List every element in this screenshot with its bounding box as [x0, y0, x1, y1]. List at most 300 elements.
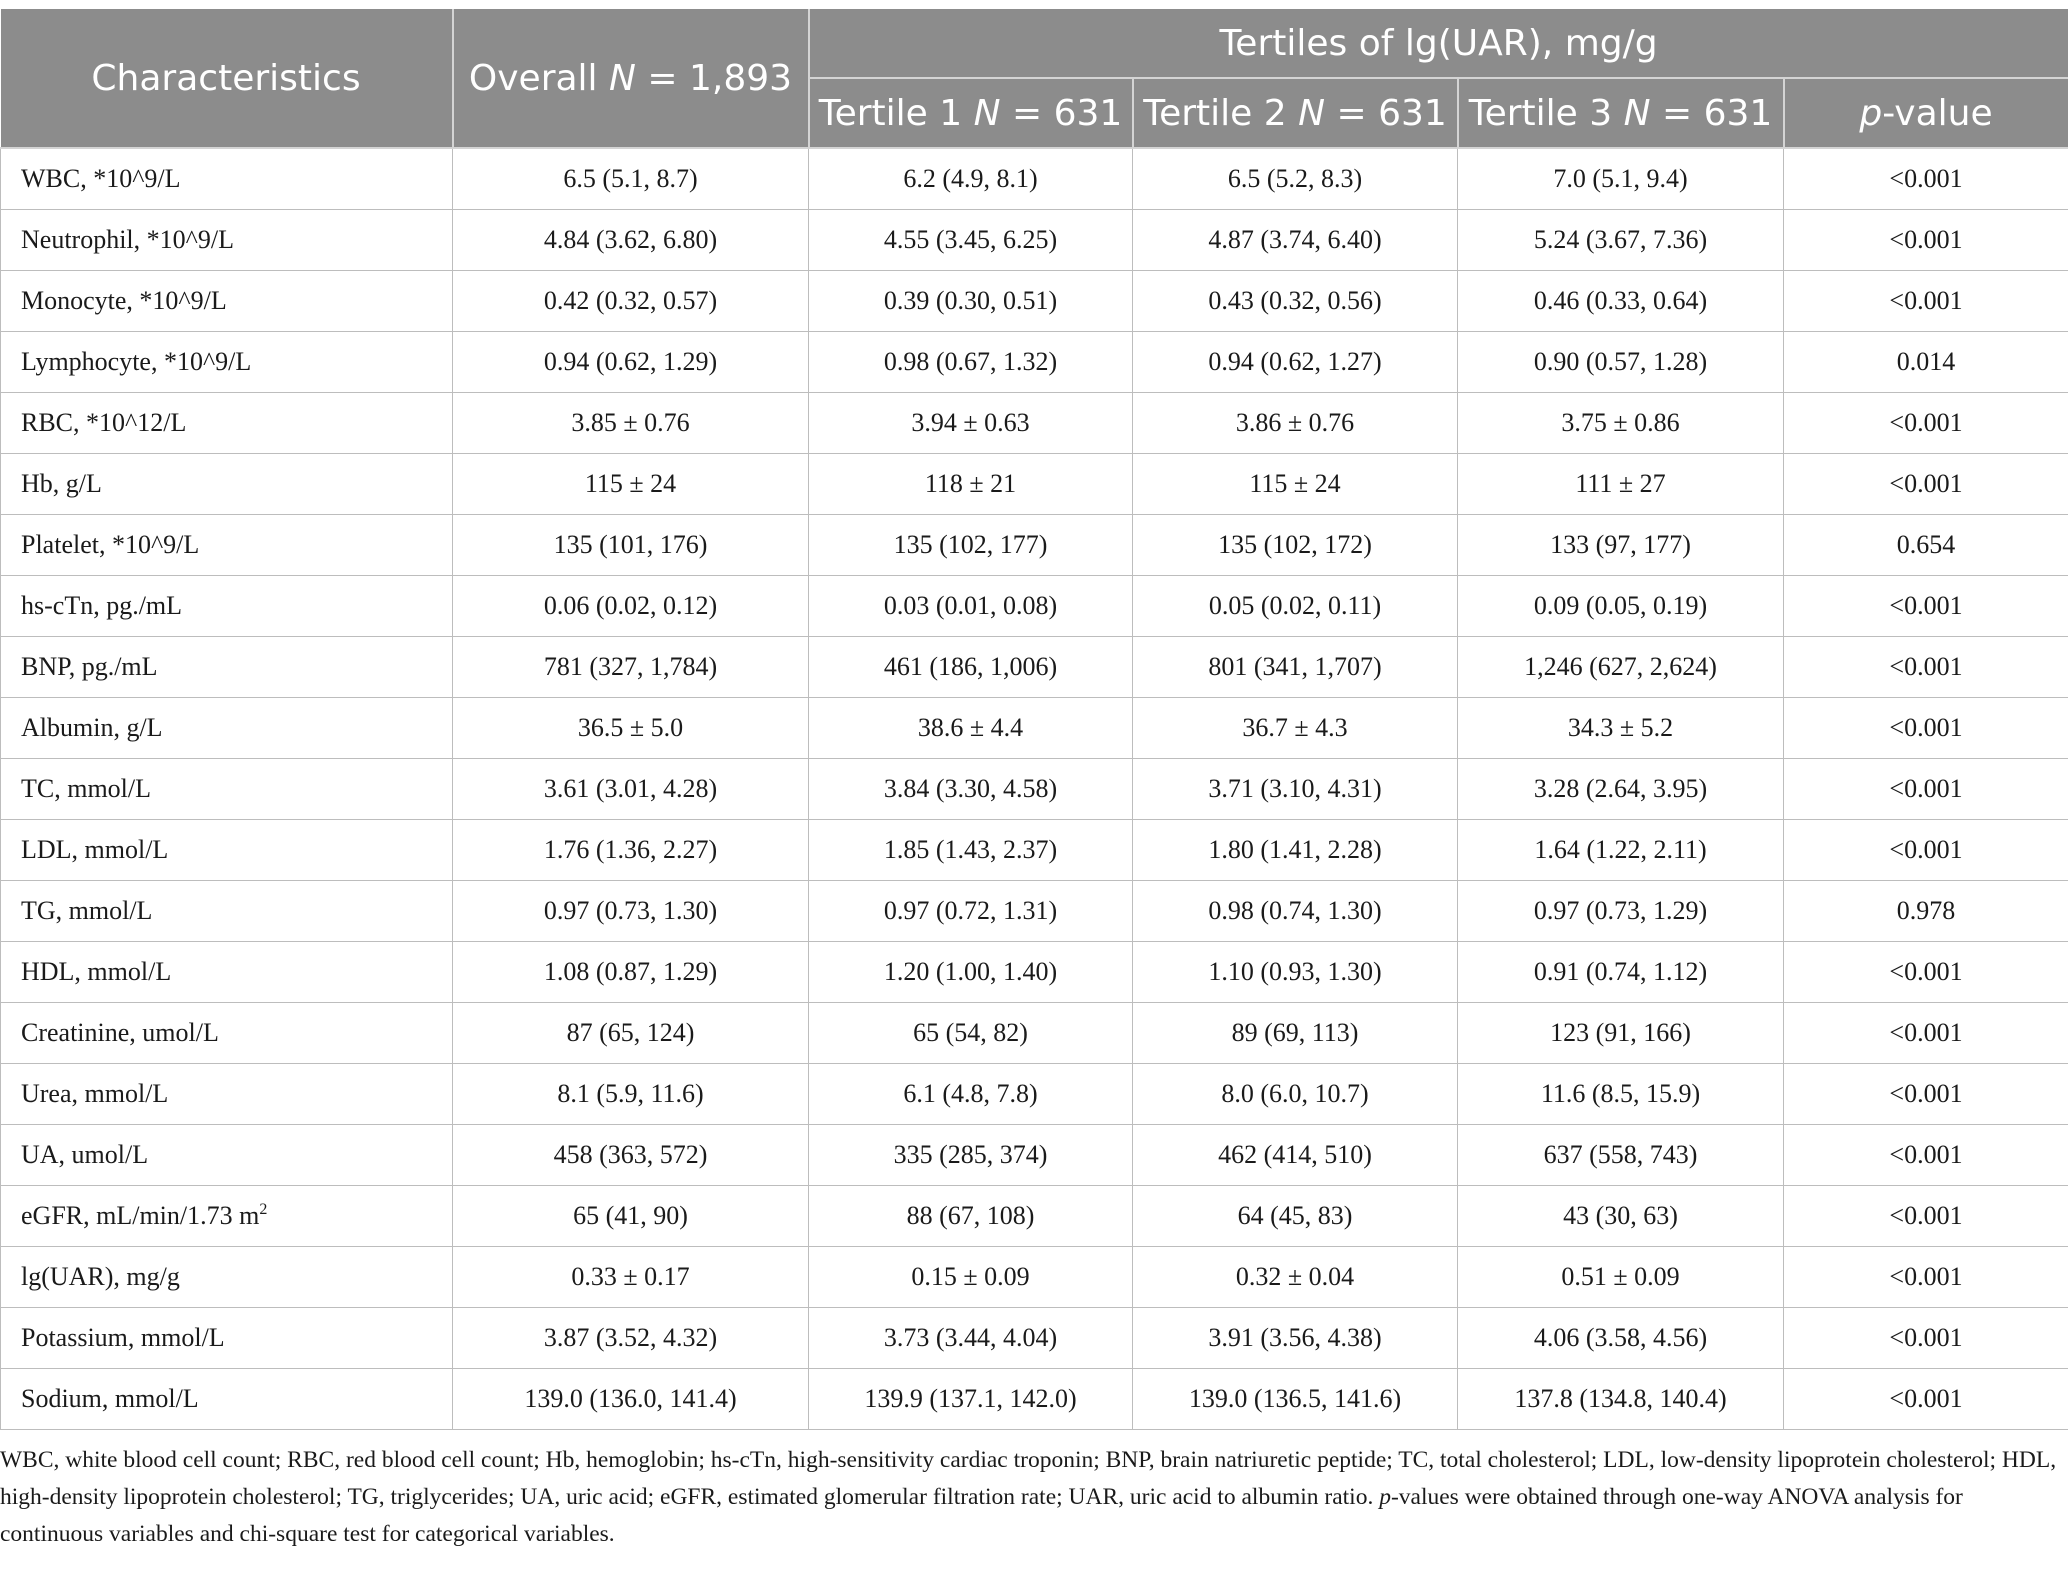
table-row	[1, 454, 2068, 515]
cell-p-value	[1784, 698, 2068, 759]
cell-tertile-3	[1458, 148, 1784, 210]
header-tertiles-group: Tertiles of lg(UAR), mg/g	[809, 9, 2068, 78]
cell-characteristic-text: Platelet, *10^9/L	[21, 530, 200, 559]
cell-tertile-2	[1133, 1186, 1458, 1247]
cell-tertile-3-text: 1.64 (1.22, 2.11)	[1534, 835, 1707, 864]
cell-characteristic-text: Albumin, g/L	[21, 713, 163, 742]
header-p-italic: p	[1859, 92, 1883, 134]
cell-tertile-2-text: 8.0 (6.0, 10.7)	[1221, 1079, 1369, 1108]
cell-tertile-2	[1133, 1369, 1458, 1430]
cell-tertile-1-text: 3.84 (3.30, 4.58)	[883, 774, 1058, 803]
cell-tertile-2-text: 3.71 (3.10, 4.31)	[1208, 774, 1382, 803]
cell-tertile-3	[1458, 332, 1784, 393]
cell-overall	[453, 1064, 809, 1125]
cell-tertile-3	[1458, 1125, 1784, 1186]
cell-tertile-2	[1133, 332, 1458, 393]
cell-tertile-1-text: 139.9 (137.1, 142.0)	[864, 1384, 1077, 1413]
cell-tertile-1	[809, 1186, 1133, 1247]
cell-tertile-1	[809, 1308, 1133, 1369]
cell-characteristic	[1, 881, 453, 942]
cell-tertile-3	[1458, 210, 1784, 271]
cell-tertile-3-text: 4.06 (3.58, 4.56)	[1533, 1323, 1708, 1352]
table-row	[1, 881, 2068, 942]
cell-tertile-3-text: 133 (97, 177)	[1550, 530, 1691, 559]
cell-tertile-1	[809, 332, 1133, 393]
cell-tertile-1-text: 135 (102, 177)	[893, 530, 1048, 559]
cell-p-value	[1784, 1003, 2068, 1064]
cell-overall	[453, 576, 809, 637]
cell-overall-text: 0.97 (0.73, 1.30)	[543, 896, 718, 925]
cell-p-value	[1784, 1125, 2068, 1186]
cell-tertile-3	[1458, 881, 1784, 942]
cell-overall	[453, 210, 809, 271]
table-row	[1, 1003, 2068, 1064]
header-tertile-1	[809, 78, 1133, 148]
cell-tertile-3	[1458, 637, 1784, 698]
footnote-text-2: -values were obtained through one-way ANOVA analysis for continuous variables and chi-square test for categorical variables.	[0, 1484, 1963, 1547]
cell-tertile-1	[809, 148, 1133, 210]
cell-tertile-1-text: 461 (186, 1,006)	[883, 652, 1058, 681]
cell-tertile-1	[809, 454, 1133, 515]
cell-tertile-3-text: 7.0 (5.1, 9.4)	[1553, 164, 1688, 193]
cell-characteristic-text: Creatinine, umol/L	[21, 1018, 219, 1047]
cell-characteristic-text: Urea, mmol/L	[21, 1079, 169, 1108]
cell-tertile-1	[809, 1369, 1133, 1430]
cell-characteristic-text: lg(UAR), mg/g	[21, 1262, 180, 1291]
cell-characteristic-text: TC, mmol/L	[21, 774, 151, 803]
cell-characteristic	[1, 637, 453, 698]
cell-p-value	[1784, 148, 2068, 210]
cell-tertile-1-text: 118 ± 21	[924, 469, 1017, 498]
cell-overall-text: 115 ± 24	[584, 469, 677, 498]
cell-p-value-text: <0.001	[1889, 1323, 1963, 1352]
cell-tertile-1	[809, 515, 1133, 576]
header-overall	[453, 9, 809, 148]
cell-characteristic	[1, 1064, 453, 1125]
cell-tertile-1	[809, 576, 1133, 637]
table-row	[1, 1308, 2068, 1369]
cell-tertile-1-text: 1.85 (1.43, 2.37)	[883, 835, 1058, 864]
header-tertile-3-suffix: = 631	[1650, 92, 1773, 134]
cell-tertile-3	[1458, 1308, 1784, 1369]
header-overall-prefix: Overall	[468, 57, 610, 99]
cell-p-value	[1784, 637, 2068, 698]
table-row	[1, 637, 2068, 698]
cell-characteristic	[1, 210, 453, 271]
cell-tertile-2-text: 135 (102, 172)	[1218, 530, 1372, 559]
cell-p-value	[1784, 820, 2068, 881]
header-p-suffix: -value	[1882, 92, 1993, 134]
cell-tertile-3-text: 137.8 (134.8, 140.4)	[1514, 1384, 1727, 1413]
cell-tertile-2-text: 3.86 ± 0.76	[1235, 408, 1355, 437]
table-container	[0, 9, 2068, 1553]
cell-tertile-1-text: 6.1 (4.8, 7.8)	[903, 1079, 1038, 1108]
cell-tertile-2-text: 0.94 (0.62, 1.27)	[1208, 347, 1382, 376]
cell-tertile-2-text: 0.05 (0.02, 0.11)	[1208, 591, 1382, 620]
cell-tertile-3	[1458, 1064, 1784, 1125]
cell-tertile-2-text: 3.91 (3.56, 4.38)	[1208, 1323, 1382, 1352]
header-overall-suffix: = 1,893	[635, 57, 793, 99]
cell-tertile-3	[1458, 515, 1784, 576]
cell-tertile-3-text: 637 (558, 743)	[1543, 1140, 1698, 1169]
cell-p-value	[1784, 454, 2068, 515]
cell-tertile-2-text: 89 (69, 113)	[1231, 1018, 1359, 1047]
cell-tertile-2	[1133, 942, 1458, 1003]
cell-characteristic-text: eGFR, mL/min/1.73 m	[21, 1201, 260, 1230]
cell-characteristic	[1, 576, 453, 637]
table-row	[1, 515, 2068, 576]
cell-tertile-3-text: 11.6 (8.5, 15.9)	[1540, 1079, 1701, 1108]
cell-characteristic	[1, 1125, 453, 1186]
cell-tertile-1	[809, 393, 1133, 454]
cell-tertile-2-text: 1.80 (1.41, 2.28)	[1208, 835, 1382, 864]
cell-overall	[453, 698, 809, 759]
cell-tertile-3	[1458, 576, 1784, 637]
cell-p-value-text: <0.001	[1889, 1384, 1963, 1413]
cell-tertile-3	[1458, 698, 1784, 759]
footnote-p-italic: p	[1379, 1484, 1391, 1510]
header-tertile-2-n: N	[1298, 92, 1326, 134]
cell-tertile-3-text: 3.28 (2.64, 3.95)	[1533, 774, 1708, 803]
cell-overall	[453, 637, 809, 698]
cell-tertile-2-text: 36.7 ± 4.3	[1242, 713, 1348, 742]
footnote-text-1: WBC, white blood cell count; RBC, red blood cell count; Hb, hemoglobin; hs-cTn, high-sensitivity cardiac troponin; BNP, brain natriuretic peptide; TC, total cholesterol; LDL, low-density lipoprotein cholesterol; HDL, high-density lipoprotein cholesterol; TG, triglycerides; UA, uric acid; eGFR, estimated glomerular filtration rate; UAR, uric acid to albumin ratio.	[0, 1447, 2057, 1510]
cell-tertile-1	[809, 820, 1133, 881]
cell-characteristic	[1, 759, 453, 820]
cell-tertile-2	[1133, 515, 1458, 576]
table-header	[1, 9, 2068, 148]
cell-overall	[453, 515, 809, 576]
cell-overall	[453, 1308, 809, 1369]
cell-p-value-text: <0.001	[1889, 591, 1963, 620]
cell-characteristic	[1, 332, 453, 393]
cell-p-value	[1784, 210, 2068, 271]
cell-overall-text: 458 (363, 572)	[553, 1140, 708, 1169]
cell-tertile-2-text: 462 (414, 510)	[1218, 1140, 1372, 1169]
cell-characteristic-text: Sodium, mmol/L	[21, 1384, 199, 1413]
cell-overall	[453, 271, 809, 332]
cell-p-value	[1784, 942, 2068, 1003]
cell-characteristic	[1, 454, 453, 515]
cell-tertile-1	[809, 637, 1133, 698]
header-tertile-2	[1133, 78, 1458, 148]
cell-tertile-2	[1133, 1308, 1458, 1369]
cell-tertile-2	[1133, 1003, 1458, 1064]
header-tertile-3	[1458, 78, 1784, 148]
cell-tertile-2-text: 139.0 (136.5, 141.6)	[1188, 1384, 1402, 1413]
cell-p-value-text: <0.001	[1889, 957, 1963, 986]
cell-tertile-3-text: 3.75 ± 0.86	[1561, 408, 1680, 437]
cell-tertile-2	[1133, 820, 1458, 881]
header-p-value	[1784, 78, 2068, 148]
cell-p-value-text: <0.001	[1889, 1079, 1963, 1108]
cell-overall-text: 3.85 ± 0.76	[571, 408, 690, 437]
cell-characteristic	[1, 942, 453, 1003]
cell-characteristic	[1, 1186, 453, 1247]
cell-tertile-2	[1133, 576, 1458, 637]
cell-overall-text: 0.42 (0.32, 0.57)	[543, 286, 718, 315]
cell-tertile-3-text: 111 ± 27	[1575, 469, 1666, 498]
cell-characteristic	[1, 1369, 453, 1430]
cell-overall-text: 135 (101, 176)	[553, 530, 708, 559]
cell-p-value	[1784, 1186, 2068, 1247]
cell-tertile-3	[1458, 1247, 1784, 1308]
table-row	[1, 393, 2068, 454]
cell-tertile-1-text: 0.03 (0.01, 0.08)	[883, 591, 1058, 620]
cell-overall-text: 4.84 (3.62, 6.80)	[543, 225, 718, 254]
cell-overall	[453, 1247, 809, 1308]
table-row	[1, 1369, 2068, 1430]
cell-characteristic-text: HDL, mmol/L	[21, 957, 172, 986]
cell-tertile-2-text: 64 (45, 83)	[1237, 1201, 1353, 1230]
cell-p-value	[1784, 576, 2068, 637]
cell-characteristic-text: TG, mmol/L	[21, 896, 153, 925]
cell-characteristic-superscript: 2	[259, 1201, 268, 1218]
cell-tertile-1	[809, 759, 1133, 820]
cell-tertile-2	[1133, 1064, 1458, 1125]
cell-tertile-1-text: 38.6 ± 4.4	[917, 713, 1024, 742]
cell-tertile-3-text: 0.90 (0.57, 1.28)	[1533, 347, 1708, 376]
cell-tertile-3	[1458, 759, 1784, 820]
cell-tertile-2	[1133, 148, 1458, 210]
cell-tertile-1-text: 4.55 (3.45, 6.25)	[883, 225, 1058, 254]
cell-tertile-2	[1133, 454, 1458, 515]
cell-characteristic	[1, 1308, 453, 1369]
cell-tertile-1	[809, 1003, 1133, 1064]
table-row	[1, 148, 2068, 210]
cell-overall	[453, 454, 809, 515]
cell-tertile-3-text: 0.46 (0.33, 0.64)	[1533, 286, 1708, 315]
cell-characteristic-text: UA, umol/L	[21, 1140, 149, 1169]
cell-overall-text: 139.0 (136.0, 141.4)	[524, 1384, 737, 1413]
header-tertile-1-suffix: = 631	[1000, 92, 1123, 134]
header-characteristics: Characteristics	[1, 9, 453, 148]
cell-characteristic-text: LDL, mmol/L	[21, 835, 169, 864]
cell-overall-text: 36.5 ± 5.0	[577, 713, 684, 742]
table-row	[1, 1125, 2068, 1186]
cell-p-value	[1784, 1247, 2068, 1308]
cell-overall-text: 65 (41, 90)	[573, 1201, 688, 1230]
cell-tertile-3-text: 0.09 (0.05, 0.19)	[1533, 591, 1708, 620]
cell-tertile-2-text: 0.32 ± 0.04	[1235, 1262, 1355, 1291]
cell-tertile-3-text: 43 (30, 63)	[1563, 1201, 1678, 1230]
cell-p-value-text: <0.001	[1889, 1201, 1963, 1230]
table-row	[1, 271, 2068, 332]
cell-tertile-1-text: 0.97 (0.72, 1.31)	[883, 896, 1058, 925]
header-tertile-1-n: N	[973, 92, 1001, 134]
cell-overall-text: 3.61 (3.01, 4.28)	[543, 774, 718, 803]
cell-tertile-1-text: 6.2 (4.9, 8.1)	[903, 164, 1038, 193]
cell-p-value-text: <0.001	[1889, 164, 1963, 193]
cell-characteristic	[1, 698, 453, 759]
cell-tertile-3-text: 0.97 (0.73, 1.29)	[1533, 896, 1708, 925]
cell-overall	[453, 942, 809, 1003]
cell-tertile-2-text: 0.98 (0.74, 1.30)	[1208, 896, 1382, 925]
cell-overall	[453, 1186, 809, 1247]
cell-tertile-2	[1133, 637, 1458, 698]
table-footnote	[0, 1442, 2068, 1553]
table-row	[1, 1064, 2068, 1125]
header-tertile-2-prefix: Tertile 2	[1143, 92, 1299, 134]
cell-overall	[453, 759, 809, 820]
cell-tertile-1-text: 3.94 ± 0.63	[911, 408, 1030, 437]
cell-p-value	[1784, 1064, 2068, 1125]
cell-overall-text: 0.33 ± 0.17	[571, 1262, 690, 1291]
cell-overall	[453, 881, 809, 942]
cell-tertile-2-text: 4.87 (3.74, 6.40)	[1208, 225, 1382, 254]
cell-p-value	[1784, 271, 2068, 332]
cell-tertile-2	[1133, 393, 1458, 454]
cell-tertile-3-text: 1,246 (627, 2,624)	[1524, 652, 1717, 681]
cell-tertile-3	[1458, 1003, 1784, 1064]
cell-characteristic	[1, 515, 453, 576]
cell-p-value	[1784, 393, 2068, 454]
cell-tertile-1-text: 335 (285, 374)	[893, 1140, 1048, 1169]
cell-overall	[453, 1369, 809, 1430]
cell-characteristic	[1, 393, 453, 454]
cell-tertile-3	[1458, 271, 1784, 332]
cell-overall	[453, 332, 809, 393]
cell-overall	[453, 1003, 809, 1064]
cell-overall-text: 3.87 (3.52, 4.32)	[543, 1323, 718, 1352]
cell-characteristic	[1, 820, 453, 881]
cell-p-value-text: <0.001	[1889, 408, 1963, 437]
cell-tertile-1	[809, 942, 1133, 1003]
cell-overall-text: 6.5 (5.1, 8.7)	[563, 164, 698, 193]
header-tertile-3-prefix: Tertile 3	[1468, 92, 1624, 134]
cell-tertile-3	[1458, 1186, 1784, 1247]
cell-tertile-2	[1133, 698, 1458, 759]
cell-p-value-text: <0.001	[1889, 286, 1963, 315]
cell-p-value-text: <0.001	[1889, 713, 1963, 742]
cell-characteristic	[1, 1247, 453, 1308]
cell-tertile-1-text: 0.15 ± 0.09	[911, 1262, 1030, 1291]
cell-tertile-1-text: 3.73 (3.44, 4.04)	[883, 1323, 1058, 1352]
cell-tertile-2	[1133, 1247, 1458, 1308]
cell-overall-text: 87 (65, 124)	[566, 1018, 695, 1047]
cell-tertile-3-text: 5.24 (3.67, 7.36)	[1533, 225, 1708, 254]
cell-p-value-text: <0.001	[1889, 469, 1963, 498]
cell-p-value	[1784, 1369, 2068, 1430]
cell-overall	[453, 1125, 809, 1186]
cell-characteristic-text: Hb, g/L	[21, 469, 102, 498]
cell-characteristic-text: Neutrophil, *10^9/L	[21, 225, 234, 254]
cell-characteristic	[1, 148, 453, 210]
cell-tertile-3	[1458, 454, 1784, 515]
cell-characteristic	[1, 1003, 453, 1064]
cell-overall-text: 0.94 (0.62, 1.29)	[543, 347, 718, 376]
cell-characteristic-text: WBC, *10^9/L	[21, 164, 181, 193]
cell-characteristic	[1, 271, 453, 332]
cell-characteristic-text: Lymphocyte, *10^9/L	[21, 347, 252, 376]
cell-tertile-2-text: 6.5 (5.2, 8.3)	[1227, 164, 1363, 193]
cell-tertile-1-text: 1.20 (1.00, 1.40)	[883, 957, 1058, 986]
table-row	[1, 576, 2068, 637]
cell-characteristic-text: hs-cTn, pg./mL	[21, 591, 183, 620]
cell-tertile-2-text: 1.10 (0.93, 1.30)	[1208, 957, 1382, 986]
cell-tertile-3	[1458, 1369, 1784, 1430]
data-table	[0, 9, 2068, 1430]
cell-tertile-2-text: 801 (341, 1,707)	[1208, 652, 1382, 681]
cell-overall	[453, 393, 809, 454]
cell-characteristic-text: RBC, *10^12/L	[21, 408, 187, 437]
table-row	[1, 698, 2068, 759]
table-row	[1, 820, 2068, 881]
cell-tertile-3	[1458, 820, 1784, 881]
table-row	[1, 942, 2068, 1003]
cell-p-value-text: <0.001	[1889, 1262, 1963, 1291]
cell-p-value-text: <0.001	[1889, 652, 1963, 681]
cell-tertile-2	[1133, 1125, 1458, 1186]
cell-tertile-1	[809, 1064, 1133, 1125]
cell-tertile-1-text: 65 (54, 82)	[913, 1018, 1028, 1047]
header-tertile-2-suffix: = 631	[1325, 92, 1447, 134]
cell-characteristic-text: BNP, pg./mL	[21, 652, 158, 681]
cell-p-value	[1784, 332, 2068, 393]
cell-tertile-3-text: 123 (91, 166)	[1550, 1018, 1691, 1047]
cell-p-value-text: 0.978	[1896, 896, 1956, 925]
header-tertile-1-prefix: Tertile 1	[818, 92, 974, 134]
cell-tertile-1-text: 0.98 (0.67, 1.32)	[883, 347, 1058, 376]
cell-p-value-text: <0.001	[1889, 835, 1963, 864]
cell-tertile-1	[809, 1247, 1133, 1308]
cell-overall-text: 8.1 (5.9, 11.6)	[557, 1079, 704, 1108]
cell-p-value	[1784, 515, 2068, 576]
header-tertile-3-n: N	[1623, 92, 1651, 134]
cell-tertile-2-text: 115 ± 24	[1249, 469, 1341, 498]
cell-p-value-text: <0.001	[1889, 225, 1963, 254]
cell-tertile-3	[1458, 942, 1784, 1003]
cell-p-value-text: 0.014	[1896, 347, 1956, 376]
cell-overall	[453, 148, 809, 210]
cell-tertile-2-text: 0.43 (0.32, 0.56)	[1208, 286, 1382, 315]
cell-overall-text: 1.76 (1.36, 2.27)	[543, 835, 718, 864]
cell-p-value-text: <0.001	[1889, 1140, 1963, 1169]
cell-tertile-2	[1133, 759, 1458, 820]
cell-p-value	[1784, 1308, 2068, 1369]
cell-p-value-text: <0.001	[1889, 1018, 1963, 1047]
cell-p-value	[1784, 759, 2068, 820]
cell-tertile-3	[1458, 393, 1784, 454]
cell-overall-text: 781 (327, 1,784)	[543, 652, 718, 681]
cell-tertile-1	[809, 1125, 1133, 1186]
cell-p-value-text: <0.001	[1889, 774, 1963, 803]
cell-tertile-2	[1133, 210, 1458, 271]
cell-tertile-1	[809, 271, 1133, 332]
cell-overall	[453, 820, 809, 881]
cell-tertile-1	[809, 698, 1133, 759]
cell-characteristic-text: Monocyte, *10^9/L	[21, 286, 227, 315]
cell-p-value	[1784, 881, 2068, 942]
cell-p-value-text: 0.654	[1896, 530, 1956, 559]
header-overall-n: N	[609, 57, 636, 99]
table-body	[1, 148, 2068, 1430]
cell-tertile-1	[809, 210, 1133, 271]
cell-tertile-1	[809, 881, 1133, 942]
cell-tertile-1-text: 0.39 (0.30, 0.51)	[883, 286, 1058, 315]
header-row-1	[1, 9, 2068, 78]
cell-tertile-3-text: 34.3 ± 5.2	[1567, 713, 1674, 742]
table-row	[1, 1247, 2068, 1308]
table-row	[1, 1186, 2068, 1247]
cell-tertile-2	[1133, 881, 1458, 942]
table-row	[1, 210, 2068, 271]
table-row	[1, 332, 2068, 393]
cell-tertile-1-text: 88 (67, 108)	[906, 1201, 1035, 1230]
cell-tertile-2	[1133, 271, 1458, 332]
cell-characteristic-text: Potassium, mmol/L	[21, 1323, 225, 1352]
cell-tertile-3-text: 0.51 ± 0.09	[1561, 1262, 1680, 1291]
